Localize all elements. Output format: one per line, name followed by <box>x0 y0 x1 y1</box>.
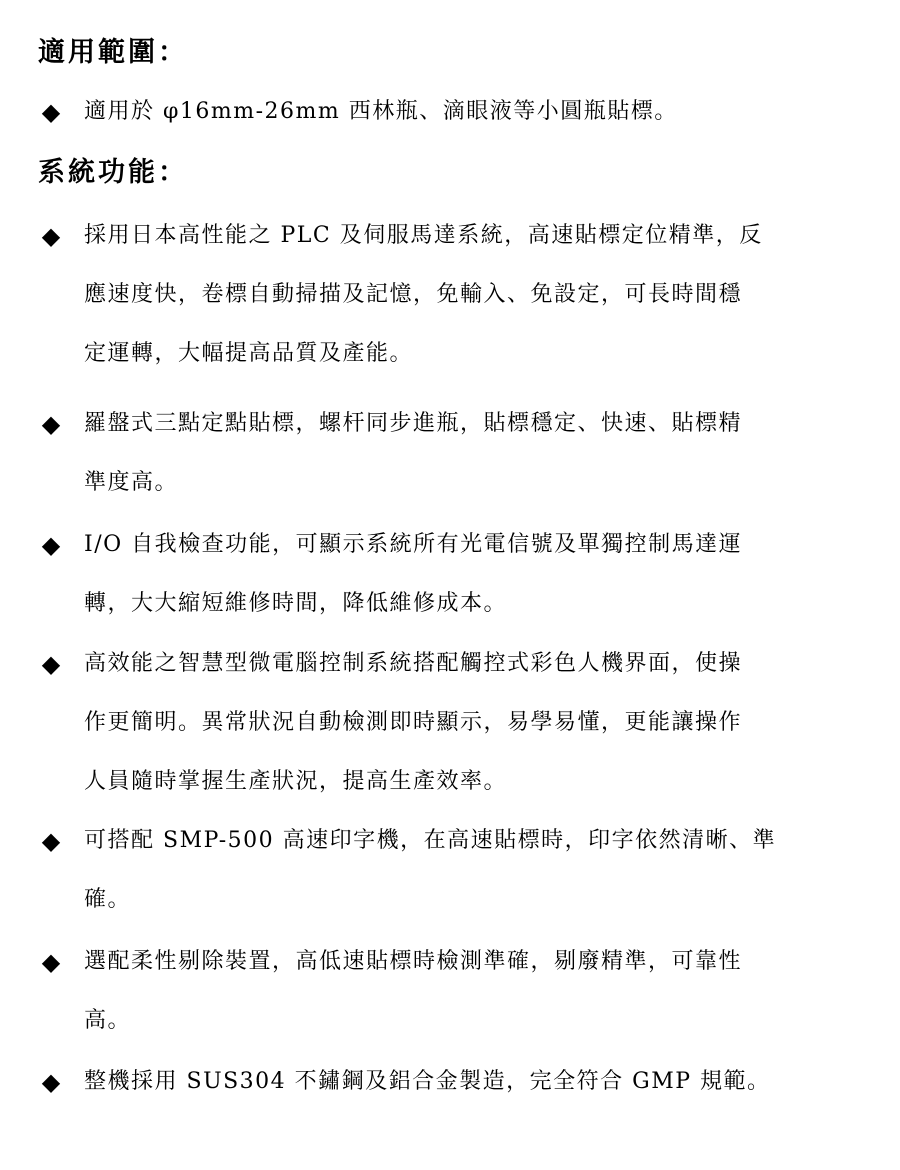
black-diamond-icon: ◆ <box>41 410 61 438</box>
text-line: 人員隨時掌握生產狀況，提高生產效率。 <box>84 769 508 794</box>
black-diamond-icon: ◆ <box>41 827 61 855</box>
black-diamond-icon: ◆ <box>41 531 61 559</box>
text-line: 適用於 φ16mm-26mm 西林瓶、滴眼液等小圓瓶貼標。 <box>84 99 678 124</box>
text-line: 高效能之智慧型微電腦控制系統搭配觸控式彩色人機界面，使操 <box>84 651 743 676</box>
section-heading-functions: 系統功能： <box>38 157 188 188</box>
list-item-text <box>84 394 864 512</box>
black-diamond-icon: ◆ <box>41 222 61 250</box>
black-diamond-icon: ◆ <box>41 948 61 976</box>
text-line: 定運轉，大幅提高品質及產能。 <box>84 341 414 366</box>
list-item-text <box>84 634 864 811</box>
text-line: 準度高。 <box>84 470 179 495</box>
text-line: 採用日本高性能之 PLC 及伺服馬達系統，高速貼標定位精準，反 <box>84 223 763 248</box>
text-line: 轉，大大縮短維修時間，降低維修成本。 <box>84 591 508 616</box>
list-item-text <box>84 1052 864 1111</box>
text-line: 整機採用 SUS304 不鏽鋼及鋁合金製造，完全符合 GMP 規範。 <box>84 1069 771 1094</box>
list-item-text <box>84 932 864 1050</box>
text-line: 確。 <box>84 887 132 912</box>
section-heading-scope: 適用範圍： <box>38 37 188 68</box>
list-item-text <box>84 82 864 141</box>
text-line: 羅盤式三點定點貼標，螺杆同步進瓶，貼標穩定、快速、貼標精 <box>84 411 743 436</box>
black-diamond-icon: ◆ <box>41 1068 61 1096</box>
text-line: 應速度快，卷標自動掃描及記憶，免輸入、免設定，可長時間穩 <box>84 282 743 307</box>
text-line: 可搭配 SMP-500 高速印字機，在高速貼標時，印字依然清晰、準 <box>84 828 777 853</box>
text-line: 高。 <box>84 1008 132 1033</box>
text-line: I/O 自我檢查功能，可顯示系統所有光電信號及單獨控制馬達運 <box>84 532 743 557</box>
list-item-text <box>84 811 864 929</box>
black-diamond-icon: ◆ <box>41 650 61 678</box>
list-item-text <box>84 206 864 383</box>
text-line: 選配柔性剔除裝置，高低速貼標時檢測準確，剔廢精準，可靠性 <box>84 949 743 974</box>
list-item-text <box>84 515 864 633</box>
black-diamond-icon: ◆ <box>41 98 61 126</box>
text-line: 作更簡明。異常狀況自動檢測即時顯示，易學易懂，更能讓操作 <box>84 710 743 735</box>
